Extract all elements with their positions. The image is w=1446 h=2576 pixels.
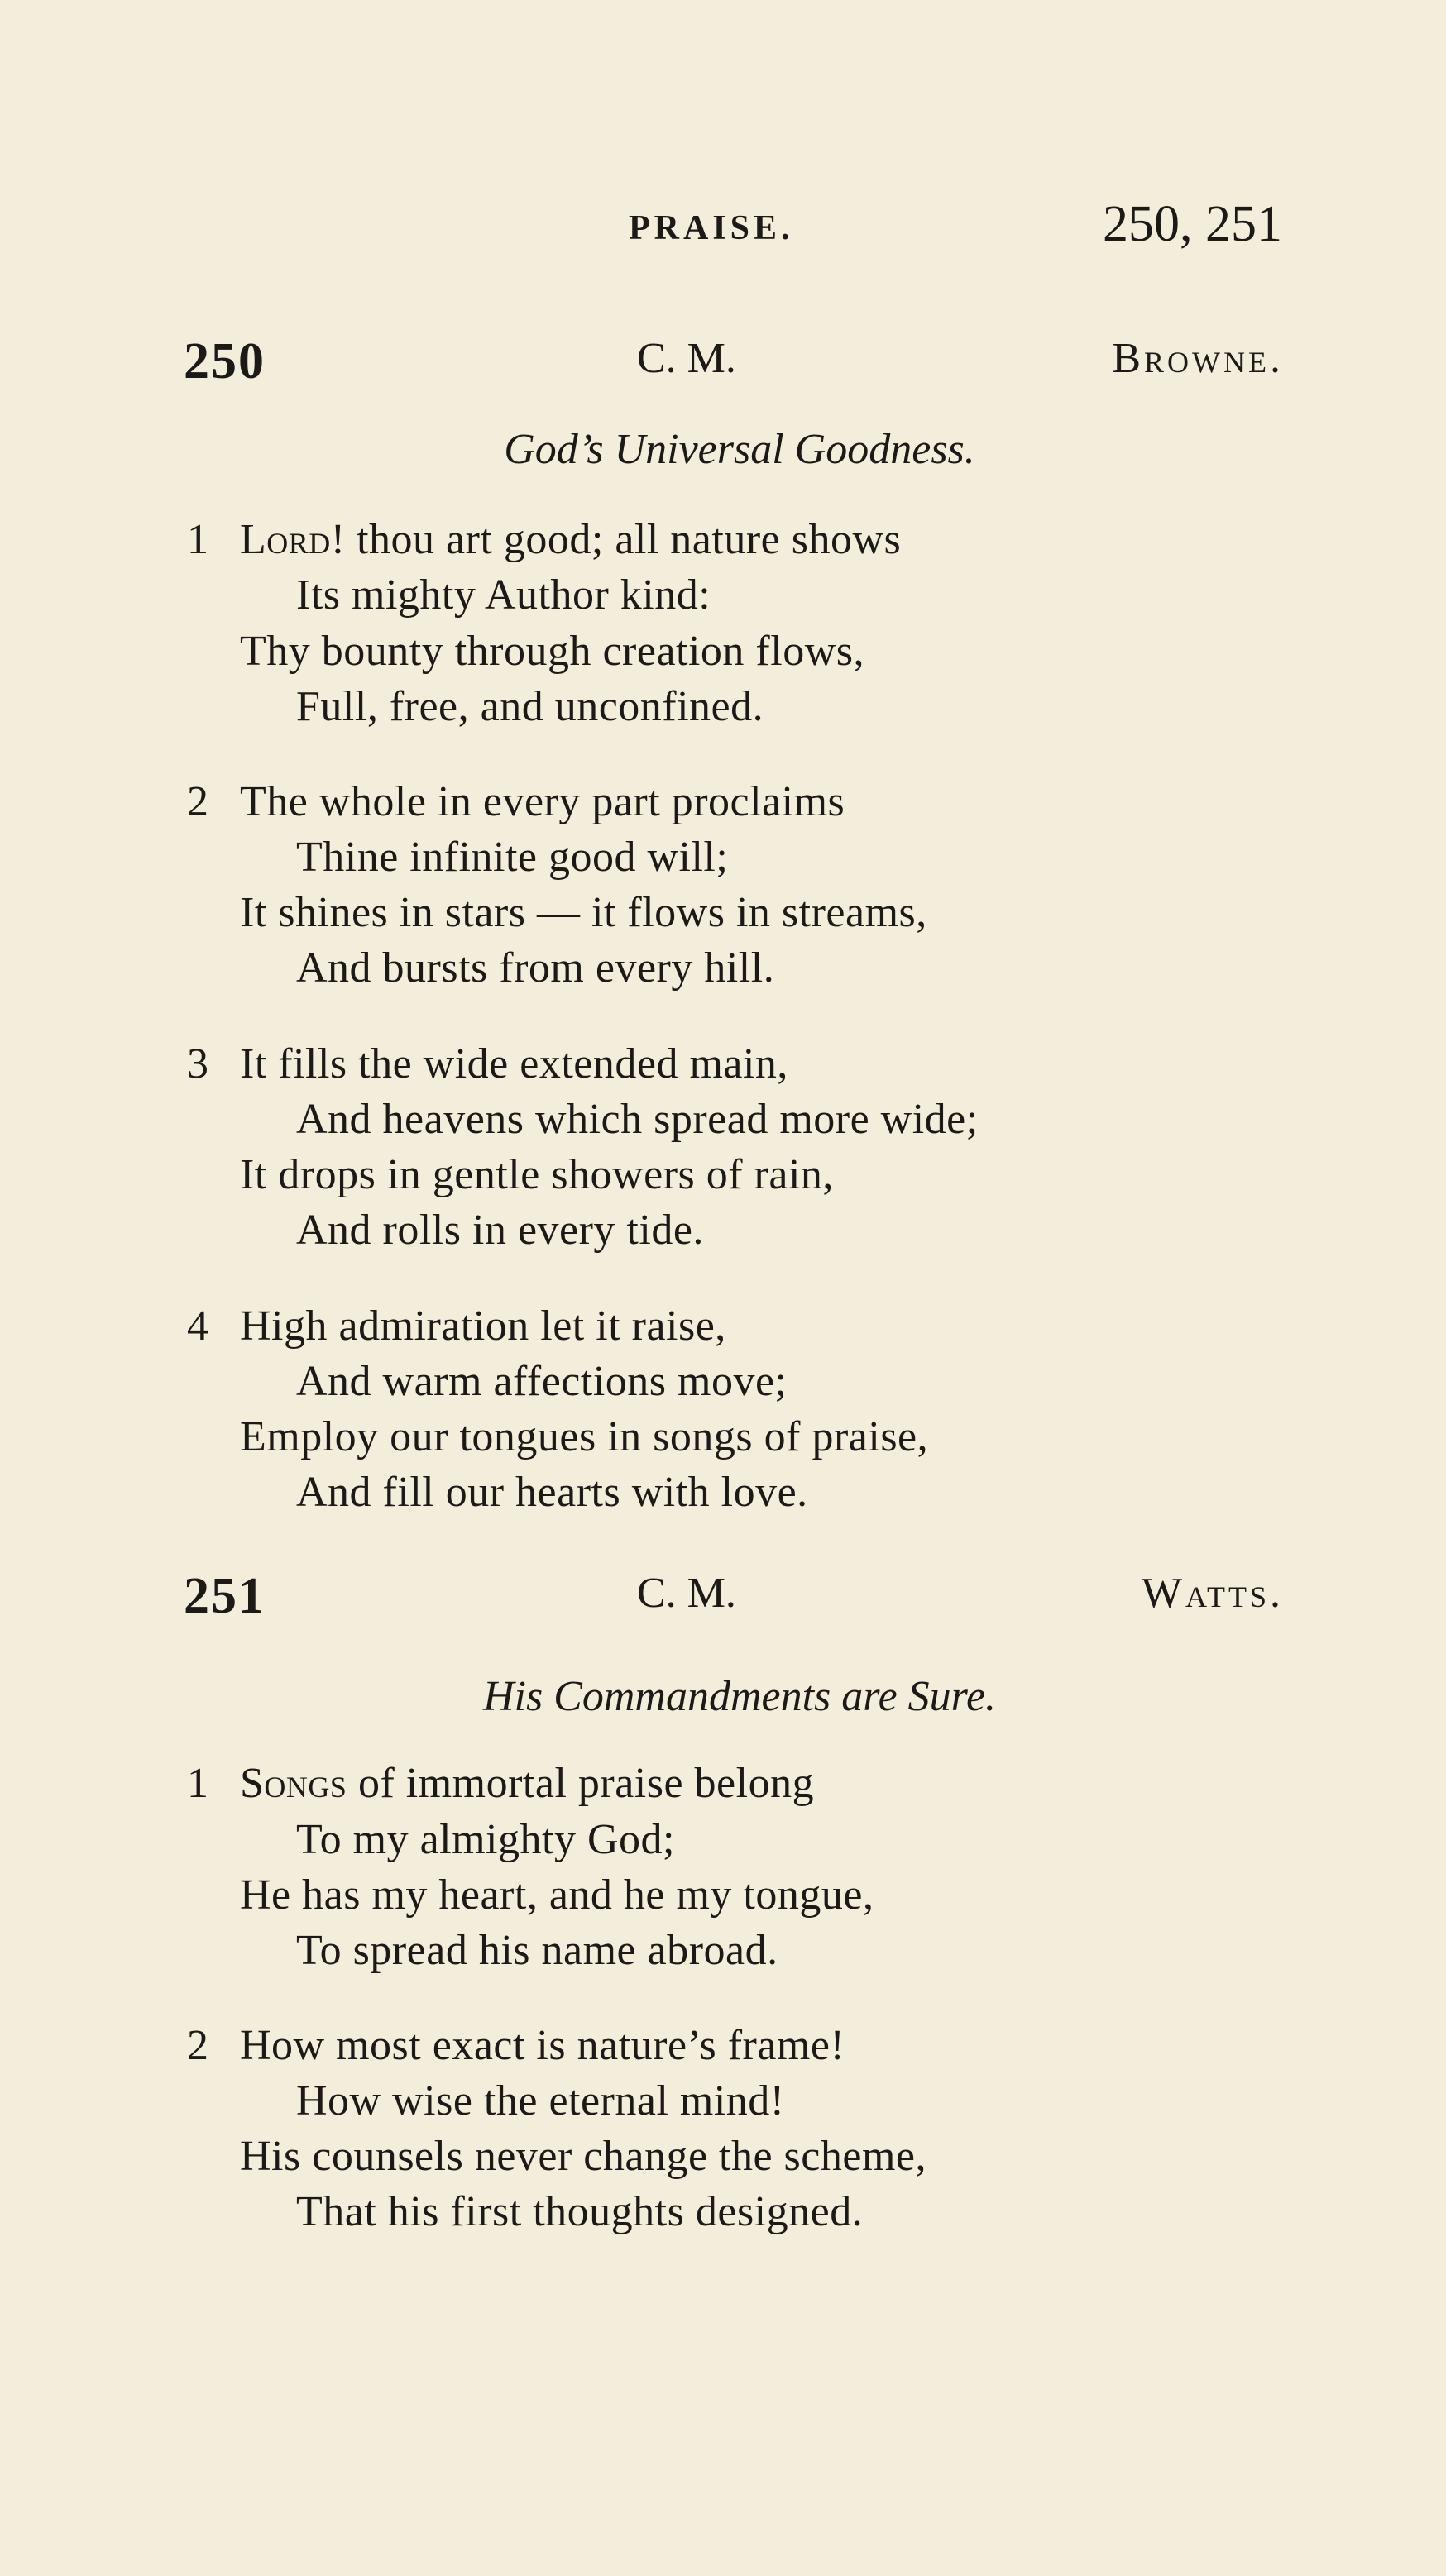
verse-line: His counsels never change the scheme, [240,2133,926,2180]
verse-line: And rolls in every tide. [296,1207,704,1254]
verse-first-word: Lord [240,516,331,563]
hymn-author: Browne. [1112,335,1284,382]
verse-line: To my almighty God; [296,1816,675,1863]
verse-line: Its mighty Author kind: [296,571,711,619]
hymn-author: Watts. [1141,1570,1284,1617]
verse-line: Songs of immortal praise belong [240,1760,815,1807]
verse-line: And fill our hearts with love. [296,1469,808,1516]
verse-line: And bursts from every hill. [296,944,775,992]
stanza-number: 3 [187,1040,208,1087]
stanza-number: 2 [187,778,208,825]
verse-line: That his first thoughts designed. [296,2188,864,2235]
verse-line: It drops in gentle showers of rain, [240,1151,834,1198]
verse-line: It shines in stars — it flows in streams, [240,889,927,936]
verse-line: High admiration let it raise, [240,1302,726,1350]
hymn-number: 251 [184,1568,266,1624]
verse-line: The whole in every part proclaims [240,778,845,825]
stanza-number: 4 [187,1302,208,1350]
running-head: PRAISE. [629,209,794,247]
page-numbers: 250, 251 [1103,196,1282,252]
verse-line: Thy bounty through creation flows, [240,628,864,675]
hymn-title: God’s Universal Goodness. [504,426,975,473]
verse-first-word: Songs [240,1760,347,1807]
verse-line: To spread his name abroad. [296,1927,778,1974]
verse-line: And warm affections move; [296,1358,788,1405]
verse-line: Lord! thou art good; all nature shows [240,516,902,563]
verse-line: Thine infinite good will; [296,834,729,881]
verse-line: How wise the eternal mind! [296,2077,785,2124]
verse-line: He has my heart, and he my tongue, [240,1871,874,1919]
hymn-meter: C. M. [637,1570,736,1617]
stanza-number: 1 [187,1760,208,1807]
hymn-title: His Commandments are Sure. [482,1673,997,1720]
hymn-meter: C. M. [637,335,736,382]
stanza-number: 2 [187,2022,208,2069]
hymn-number: 250 [184,333,266,390]
verse-line: Employ our tongues in songs of praise, [240,1413,929,1460]
verse-line: It fills the wide extended main, [240,1040,788,1087]
verse-line: Full, free, and unconfined. [296,683,764,730]
stanza-number: 1 [187,516,208,563]
verse-line: How most exact is nature’s frame! [240,2022,845,2069]
verse-line: And heavens which spread more wide; [296,1096,979,1143]
